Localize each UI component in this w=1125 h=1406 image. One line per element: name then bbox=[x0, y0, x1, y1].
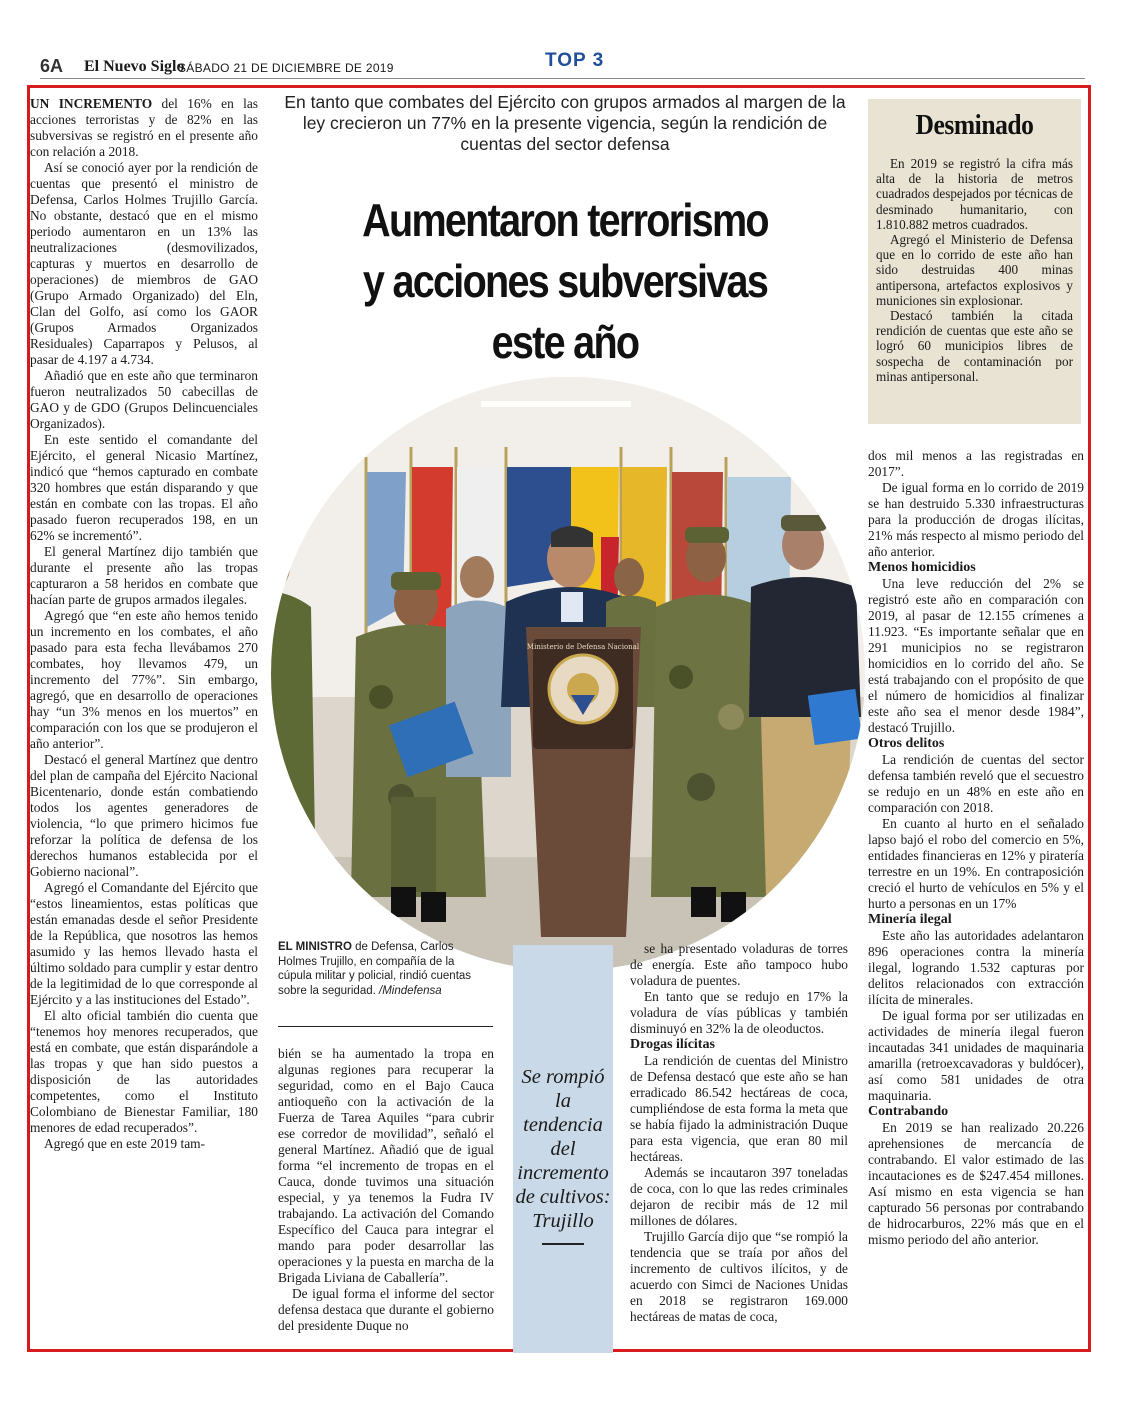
subheading: Menos homicidios bbox=[868, 560, 976, 575]
podium-inscription: Ministerio de Defensa Nacional bbox=[526, 643, 640, 651]
article-paragraph: se ha presentado voladuras de torres de energía. Este año tampoco hubo voladura de puentes. bbox=[630, 941, 848, 988]
article-paragraph: Añadió que en este año que terminaron fueron neutralizados 50 cabecillas de GAO y de GDO (Grupos Delincuenciales Organizados). bbox=[30, 368, 258, 431]
article-column-3 bbox=[630, 941, 848, 1325]
article-paragraph: El alto oficial también dio cuenta que “tenemos hoy menores recuperados, que está en combate, que están disparándole a las tropas y que han sido puestos a disposición de las autoridades competentes, como el Instituto Colombiano de Bienestar Familiar, 180 menores de edad recuperados”. bbox=[30, 1008, 258, 1135]
article-headline bbox=[350, 190, 780, 373]
article-paragraph: Agregó que en este 2019 tam- bbox=[44, 1136, 206, 1151]
headline-line: este año bbox=[491, 316, 639, 368]
section-label: TOP 3 bbox=[545, 50, 605, 71]
headline-line: Aumentaron terrorismo bbox=[362, 194, 768, 246]
page-number: 6A bbox=[40, 56, 64, 76]
article-paragraph: De igual forma el informe del sector defensa destaca que durante el gobierno del presidente Duque no bbox=[278, 1286, 494, 1333]
sidebar-paragraph: Destacó también la citada rendición de cuentas que este año se logró 60 municipios libres de sospecha de contaminación por minas antipersonal. bbox=[876, 308, 1073, 384]
article-paragraph: Agregó el Comandante del Ejército que “estos lineamientos, estas políticas que están emanadas desde el señor Presidente de la República, que nosotros las hemos asumido y las hemos llevado hasta el último soldado para cumplir y estar dentro de la legitimidad de lo que corresponde al Ejército y a las instituciones del Estado”. bbox=[30, 880, 258, 1007]
pull-quote-rule bbox=[542, 1243, 584, 1245]
sidebar-title: Desminado bbox=[915, 109, 1034, 141]
sidebar-paragraph: En 2019 se registró la cifra más alta de la historia de metros cuadrados despejados por técnicas de desminado humanitario, con 1.810.882 metros cuadrados. bbox=[876, 156, 1074, 232]
photo-caption: EL MINISTRO de Defensa, Carlos Holmes Trujillo, en compañía de la cúpula militar y policial, rindió cuentas sobre la seguridad. /Mindefensa bbox=[278, 941, 472, 997]
issue-date: SÁBADO 21 DE DICIEMBRE DE 2019 bbox=[178, 61, 394, 75]
pull-quote: Se rompió la tendencia del incremento de cultivos: Trujillo bbox=[515, 1066, 611, 1232]
article-paragraph: Agregó que “en este año hemos tenido un incremento en los combates, el año pasado para esta fecha llevábamos 270 combates, hoy llevamos 479, un incremento del 77%”. Sin embargo, agregó, que en desarrollo de operaciones hay “un 3% menos en los muertos” en comparación con los que se produjeron el año anterior”. bbox=[30, 608, 258, 751]
article-paragraph: En 2019 se han realizado 20.226 aprehensiones de mercancía de contrabando. El valor estimado de las incautaciones es de $247.454 millones. Así mismo en esta vigencia se han capturado 56 personas por contrabando de hidrocarburos, 22% más que en el mismo periodo del año anterior. bbox=[868, 1120, 1084, 1247]
article-paragraph: Además se incautaron 397 toneladas de coca, con lo que las redes criminales dejaron de recibir más de 12 mil millones de dólares. bbox=[630, 1165, 848, 1228]
lead-in: UN INCREMENTO bbox=[30, 96, 153, 111]
article-column-2 bbox=[278, 1046, 494, 1334]
article-paragraph: La rendición de cuentas del Ministro de Defensa destacó que este año se han erradicado 86.542 hectáreas de coca, cumpliéndose de esta forma la meta que se había fijado la administración Duque para esta vigencia, que eran 80 mil hectáreas. bbox=[630, 1053, 848, 1164]
article-paragraph: Trujillo García dijo que “se rompió la tendencia que se traía por años del incremento de cultivos ilícitos, y de acuerdo con Simci de Naciones Unidas en 2018 se registraron 169.000 hectáreas de matas de coca, bbox=[630, 1229, 848, 1324]
article-deck: En tanto que combates del Ejército con grupos armados al margen de la ley crecieron un 77% en la presente vigencia, según la rendición de cuentas del sector defensa bbox=[284, 92, 846, 154]
article-paragraph: De igual forma por ser utilizadas en actividades de minería ilegal fueron incautadas 341 unidades de maquinaria amarilla (retroexcavadoras y buldócer), así como 581 unidades de otra maquinaria. bbox=[868, 1008, 1084, 1103]
article-paragraph: De igual forma en lo corrido de 2019 se han destruido 5.330 infraestructuras para la producción de drogas ilícitas, 21% más respecto al mismo periodo del año anterior. bbox=[868, 480, 1084, 559]
sidebar-paragraph: Agregó el Ministerio de Defensa que en lo corrido de este año han sido destruidas 400 minas antipersona, artefactos explosivos y municiones sin explosionar. bbox=[876, 232, 1073, 308]
article-paragraph: Así se conoció ayer por la rendición de cuentas que presentó el ministro de Defensa, Carlos Holmes Trujillo García. No obstante, destacó que en el mismo periodo aumentaron en un 13% las neutralizaciones (desmovilizados, capturas y muertos en desarrollo de operaciones) de miembros de GAO (Grupo Armado Organizado) del Eln, Clan del Golfo, así como los GAOR (Grupos Armados Organizados Residuales) Caparrapos y Pelusos, al pasar de 4.197 a 4.734. bbox=[30, 160, 258, 367]
header-divider bbox=[40, 78, 1085, 79]
caption-divider bbox=[278, 1026, 493, 1027]
photo-credit: /Mindefensa bbox=[375, 984, 442, 997]
press-photo bbox=[271, 377, 865, 971]
subheading: Contrabando bbox=[868, 1104, 949, 1119]
newspaper-name: El Nuevo Siglo bbox=[84, 58, 185, 75]
article-paragraph: La rendición de cuentas del sector defensa también reveló que el secuestro se redujo en un 48% en este año en comparación con 2018. bbox=[868, 752, 1084, 815]
press-photo-illustration bbox=[271, 377, 865, 971]
article-paragraph: En tanto que se redujo en 17% la voladura de vías públicas y también disminuyó en 32% la de oleoductos. bbox=[630, 989, 848, 1036]
sidebar-box bbox=[868, 99, 1081, 424]
article-paragraph: Este año las autoridades adelantaron 896 operaciones contra la minería ilegal, logrando 1.532 capturas por delitos relacionados con extracción ilícita de minerales. bbox=[868, 928, 1084, 1007]
article-paragraph: UN INCREMENTO del 16% en las acciones terroristas y de 82% en las subversivas se registró en el presente año con relación a 2018. bbox=[30, 96, 258, 159]
subheading: Drogas ilícitas bbox=[630, 1037, 715, 1052]
podium bbox=[526, 627, 641, 937]
subheading: Minería ilegal bbox=[868, 912, 952, 927]
pull-quote-box bbox=[513, 945, 613, 1353]
article-paragraph: Una leve reducción del 2% se registró este año en comparación con 2019, al pasar de 12.155 crímenes a 11.923. “Es importante señalar que en 291 municipios no se registraron homicidios en lo corrido del año. Se está trabajando con el propósito de que el número de homicidios al finalizar este año sea el menor desde 1984”, destacó Trujillo. bbox=[868, 576, 1084, 735]
article-paragraph: Destacó el general Martínez que dentro del plan de campaña del Ejército Nacional Bicentenario, donde están combatiendo todos los agentes generadores de violencia, “lo que primero hicimos fue reforzar la política de defensa de los derechos humanos establecida por el Gobierno nacional”. bbox=[30, 752, 258, 879]
article-column-4 bbox=[868, 448, 1084, 1248]
article-paragraph: bién se ha aumentado la tropa en algunas regiones para recuperar la seguridad, como en el Bajo Cauca antioqueño con la activación de la Fuerza de Tarea Aquiles “para cubrir ese corredor de movilidad”, señaló el general Martínez. Añadió que de igual forma “el incremento de tropas en el Cauca, donde tuvimos una situación especial, y ya tenemos la Fudra IV trabajando. La activación del Comando Específico del Cauca para integrar el mando para poder desarrollar las operaciones y la puesta en marcha de la Brigada Liviana de Caballería”. bbox=[278, 1046, 494, 1285]
article-column-1 bbox=[30, 96, 258, 1152]
article-paragraph: En cuanto al hurto en el señalado lapso bajó el robo del comercio en 5%, entidades financieras en 12% y piratería terrestre en un 19%. En contraposición creció el hurto de vehículos en 5% y el hurto a personas en un 17% bbox=[868, 816, 1084, 911]
caption-lead: EL MINISTRO bbox=[278, 941, 352, 953]
article-paragraph: El general Martínez dijo también que durante el presente año las tropas capturaron a 58 heridos en combate que hacían parte de grupos armados ilegales. bbox=[30, 544, 258, 607]
headline-line: y acciones subversivas bbox=[362, 255, 768, 307]
article-paragraph: En este sentido el comandante del Ejército, el general Nicasio Martínez, indicó que “hemos capturado en combate 320 hombres que están disparando y que están en combate con las tropas. El año pasado fueron recuperados 198, en un 62% se incrementó”. bbox=[30, 432, 258, 543]
subheading: Otros delitos bbox=[868, 736, 945, 751]
article-paragraph: dos mil menos a las registradas en 2017”. bbox=[868, 448, 1084, 479]
